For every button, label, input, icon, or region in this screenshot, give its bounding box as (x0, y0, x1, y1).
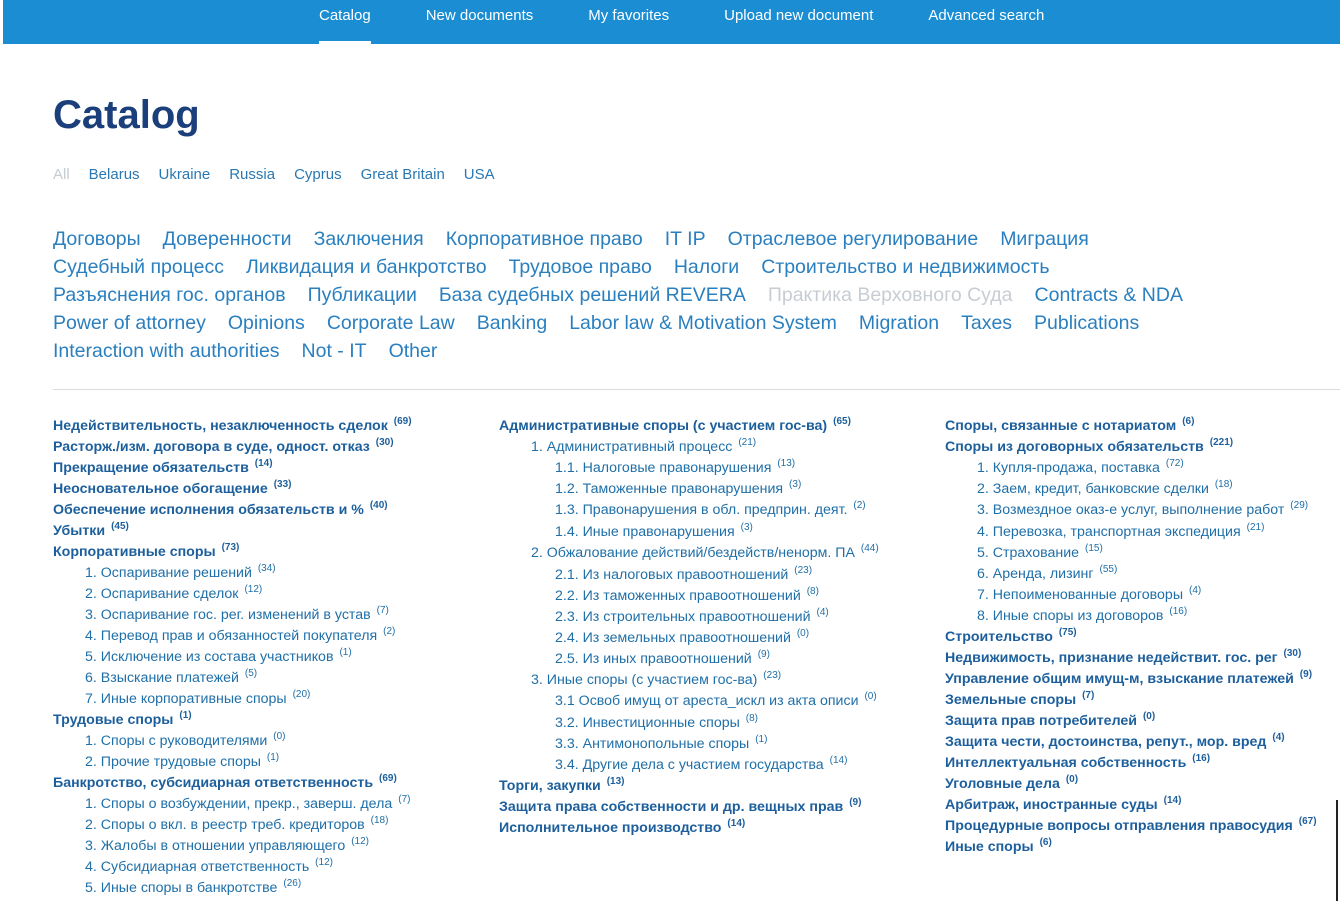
catalog-subsection-link[interactable] (53, 626, 473, 647)
catalog-item-label: 1. Оспаривание решений (85, 565, 252, 581)
catalog-item-count: (12) (244, 584, 263, 595)
catalog-item-label: Прекращение обязательств (53, 460, 249, 476)
catalog-item-label: 3. Оспаривание гос. рег. изменений в устав (85, 607, 371, 623)
catalog-item-count: (21) (1246, 522, 1265, 533)
catalog-subsection-link[interactable] (53, 689, 473, 710)
catalog-item-label: Интеллектуальная собственность (945, 755, 1187, 771)
catalog-subsection-link[interactable] (945, 479, 1340, 500)
catalog-subsection-link[interactable] (945, 543, 1340, 564)
catalog-item-count: (30) (375, 437, 394, 448)
catalog-item-count: (14) (727, 818, 746, 829)
catalog-item-count: (1) (266, 752, 280, 763)
catalog-subsection-link[interactable] (53, 878, 473, 899)
catalog-item-count: (14) (829, 755, 848, 766)
catalog-item-count: (12) (315, 857, 333, 868)
catalog-item-label: Защита права собственности и др. вещных прав (499, 799, 844, 815)
nav-new-documents[interactable]: New documents (425, 7, 534, 24)
catalog-item-count: (3) (740, 522, 753, 533)
catalog-item-count: (40) (369, 500, 388, 511)
catalog-item-count: (1) (755, 734, 768, 745)
category-link[interactable]: Other (388, 340, 438, 362)
catalog-item-count: (55) (1099, 564, 1118, 575)
catalog-section-link[interactable] (945, 627, 1340, 648)
catalog-item-count: (21) (738, 437, 757, 448)
catalog-item-count: (20) (292, 689, 311, 700)
catalog-item-count: (4) (816, 607, 829, 618)
category-link[interactable]: IT IP (664, 228, 706, 250)
catalog-item-count: (26) (283, 878, 302, 889)
nav-advanced-search[interactable]: Advanced search (928, 7, 1045, 24)
divider (53, 389, 1340, 390)
catalog-item-count: (221) (1209, 437, 1234, 448)
catalog-item-label: 6. Аренда, лизинг (977, 566, 1094, 582)
catalog-item-count: (18) (370, 815, 389, 826)
catalog-item-count: (6) (1039, 837, 1052, 848)
catalog-item-label: Споры, связанные с нотариатом (945, 418, 1177, 434)
catalog-subsection-link[interactable] (53, 647, 473, 668)
catalog-item-count: (9) (1299, 669, 1313, 680)
catalog-item-label: Земельные споры (945, 692, 1077, 708)
catalog-item-label: 3.3. Антимонопольные споры (555, 736, 750, 752)
catalog-item-count: (0) (273, 731, 286, 742)
catalog-item-count: (8) (806, 586, 819, 597)
catalog-item-count: (0) (864, 691, 877, 702)
catalog-item-count: (34) (257, 563, 276, 574)
catalog-item-count: (12) (351, 836, 369, 847)
catalog-section-link[interactable] (945, 648, 1340, 669)
category-link[interactable]: Ликвидация и банкротство (246, 256, 487, 278)
catalog-item-count: (5) (244, 668, 258, 679)
catalog-item-count: (3) (789, 479, 802, 490)
catalog-subsection-link[interactable] (499, 734, 899, 755)
catalog-subsection-link[interactable] (499, 691, 899, 713)
catalog-section-link[interactable] (53, 437, 473, 458)
catalog-item-label: Расторж./изм. договора в суде, одност. отказ (53, 439, 370, 455)
catalog-item-count: (69) (393, 416, 412, 427)
catalog-item-count: (8) (745, 713, 759, 724)
catalog-subsection-link[interactable] (945, 522, 1340, 543)
catalog-item-label: 5. Исключение из состава участников (85, 649, 334, 665)
catalog-item-count: (0) (796, 628, 810, 639)
catalog-item-label: Защита чести, достоинства, репут., мор. вред (945, 734, 1267, 750)
catalog-subsection-link[interactable] (499, 543, 899, 565)
catalog-item-label: 3.1 Освоб имущ от ареста_искл из акта описи (555, 693, 859, 709)
catalog-item-label: 4. Перевозка, транспортная экспедиция (977, 524, 1241, 540)
catalog-item-label: 1. Споры о возбуждении, прекр., заверш. дела (85, 796, 393, 812)
catalog-subsection-link[interactable] (53, 836, 473, 857)
category-link[interactable]: Заключения (313, 228, 424, 250)
catalog-item-label: Неосновательное обогащение (53, 481, 268, 497)
catalog-subsection-link[interactable] (499, 713, 899, 734)
category-link[interactable]: Contracts & NDA (1034, 284, 1183, 306)
country-filter-usa[interactable]: USA (463, 166, 495, 183)
catalog-item-count: (75) (1058, 627, 1077, 638)
catalog-item-label: Убытки (53, 523, 106, 539)
catalog-item-count: (33) (273, 479, 292, 490)
catalog-item-count: (23) (794, 565, 813, 576)
catalog-section-link[interactable] (499, 416, 899, 437)
catalog-item-label: Торги, закупки (499, 778, 601, 794)
catalog-section-link[interactable] (945, 669, 1340, 690)
catalog-item-label: Корпоративные споры (53, 544, 216, 560)
catalog-column-3 (945, 416, 1340, 858)
catalog-subsection-link[interactable] (499, 565, 899, 586)
catalog-section-link[interactable] (945, 816, 1340, 837)
catalog-item-label: Иные споры (945, 839, 1034, 855)
catalog-subsection-link[interactable] (499, 607, 899, 628)
catalog-item-label: 3. Иные споры (с участием гос-ва) (531, 672, 758, 688)
catalog-item-count: (23) (763, 670, 782, 681)
catalog-item-count: (7) (376, 605, 389, 616)
catalog-item-count: (72) (1165, 458, 1184, 469)
catalog-item-label: Недействительность, незаключенность сделок (53, 418, 388, 434)
catalog-item-label: Недвижимость, признание недействит. гос. рег (945, 650, 1278, 666)
catalog-item-label: 5. Иные споры в банкротстве (85, 880, 278, 896)
catalog-subsection-link[interactable] (945, 458, 1340, 479)
catalog-item-label: 1.3. Правонарушения в обл. предприн. деят. (555, 502, 848, 518)
category-link[interactable]: Миграция (1000, 228, 1089, 250)
catalog-item-count: (2) (383, 626, 396, 637)
country-filter-belarus[interactable]: Belarus (88, 166, 140, 183)
catalog-item-label: 3. Жалобы в отношении управляющего (85, 838, 346, 854)
catalog-item-count: (14) (1163, 795, 1182, 806)
catalog-item-label: 2.1. Из налоговых правоотношений (555, 567, 789, 583)
catalog-section-link[interactable] (945, 690, 1340, 711)
catalog-item-label: 2. Споры о вкл. в реестр треб. кредиторов (85, 817, 365, 833)
catalog-item-count: (30) (1283, 648, 1302, 659)
catalog-item-label: 2. Обжалование действий/бездейств/ненорм. ПА (531, 545, 855, 561)
catalog-subsection-link[interactable] (499, 437, 899, 458)
catalog-section-link[interactable] (53, 542, 473, 563)
catalog-item-count: (2) (853, 500, 866, 511)
catalog-item-label: 7. Иные корпоративные споры (85, 691, 287, 707)
category-link[interactable]: Labor law & Motivation System (569, 312, 837, 334)
catalog-subsection-link[interactable] (945, 564, 1340, 585)
catalog-item-label: 2.4. Из земельных правоотношений (555, 630, 791, 646)
catalog-item-count: (15) (1085, 543, 1103, 554)
catalog-item-label: 3. Возмездное оказ-е услуг, выполнение работ (977, 502, 1285, 518)
catalog-item-count: (0) (1065, 774, 1079, 785)
catalog-subsection-link[interactable] (53, 752, 473, 773)
category-link[interactable]: Taxes (961, 312, 1013, 334)
catalog-item-label: 6. Взыскание платежей (85, 670, 239, 686)
catalog-subsection-link[interactable] (53, 731, 473, 752)
catalog-item-count: (14) (254, 458, 273, 469)
catalog-subsection-link[interactable] (945, 500, 1340, 522)
catalog-item-label: 2. Прочие трудовые споры (85, 754, 261, 770)
category-link[interactable]: Практика Верховного Суда (767, 284, 1013, 306)
country-filter (53, 166, 514, 183)
category-links (53, 225, 1323, 365)
catalog-section-link[interactable] (53, 458, 473, 479)
catalog-item-count: (65) (833, 416, 851, 427)
category-link[interactable]: Interaction with authorities (53, 340, 280, 362)
catalog-section-link[interactable] (945, 732, 1340, 753)
catalog-item-count: (29) (1290, 500, 1309, 511)
catalog-item-label: 1. Административный процесс (531, 439, 733, 455)
nav-upload-new-document[interactable]: Upload new document (724, 7, 874, 24)
catalog-section-link[interactable] (945, 774, 1340, 795)
top-navigation-bar (3, 0, 1340, 44)
category-link[interactable]: Publications (1034, 312, 1140, 334)
nav-my-favorites[interactable]: My favorites (588, 7, 670, 24)
catalog-item-label: 8. Иные споры из договоров (977, 608, 1164, 624)
catalog-section-link[interactable] (53, 521, 473, 542)
category-link[interactable]: Налоги (673, 256, 740, 278)
catalog-item-label: Трудовые споры (53, 712, 174, 728)
catalog-item-label: 2. Оспаривание сделок (85, 586, 239, 602)
catalog-item-count: (7) (1082, 690, 1095, 701)
category-link[interactable]: Corporate Law (326, 312, 455, 334)
catalog-subsection-link[interactable] (499, 479, 899, 500)
nav-catalog[interactable]: Catalog (319, 0, 371, 44)
category-link[interactable]: Трудовое право (508, 256, 652, 278)
catalog-subsection-link[interactable] (499, 755, 899, 776)
category-link[interactable]: Публикации (307, 284, 417, 306)
country-filter-russia[interactable]: Russia (229, 166, 276, 183)
catalog-item-count: (9) (849, 797, 862, 808)
catalog-subsection-link[interactable] (53, 563, 473, 584)
catalog-section-link[interactable] (53, 710, 473, 731)
catalog-subsection-link[interactable] (499, 522, 899, 543)
catalog-item-count: (44) (860, 543, 879, 554)
catalog-item-count: (45) (111, 521, 129, 532)
category-link[interactable]: Доверенности (162, 228, 292, 250)
catalog-item-label: 1.1. Налоговые правонарушения (555, 460, 772, 476)
catalog-section-link[interactable] (499, 797, 899, 818)
catalog-subsection-link[interactable] (53, 794, 473, 815)
catalog-subsection-link[interactable] (53, 857, 473, 878)
catalog-subsection-link[interactable] (53, 668, 473, 689)
catalog-item-label: 4. Перевод прав и обязанностей покупателя (85, 628, 378, 644)
top-nav (319, 0, 1099, 44)
catalog-item-count: (16) (1169, 606, 1188, 617)
catalog-item-label: 2.3. Из строительных правоотношений (555, 609, 811, 625)
catalog-item-count: (6) (1182, 416, 1195, 427)
catalog-subsection-link[interactable] (53, 815, 473, 836)
catalog-item-label: Защита прав потребителей (945, 713, 1138, 729)
catalog-item-count: (9) (757, 649, 770, 660)
category-link[interactable]: Not - IT (301, 340, 367, 362)
catalog-item-label: 2.5. Из иных правоотношений (555, 651, 752, 667)
catalog-column-1 (53, 416, 473, 899)
catalog-item-count: (67) (1298, 816, 1317, 827)
catalog-item-label: 7. Непоименованные договоры (977, 587, 1184, 603)
catalog-item-count: (1) (179, 710, 192, 721)
country-filter-great-britain[interactable]: Great Britain (360, 166, 445, 183)
catalog-item-label: Арбитраж, иностранные суды (945, 797, 1158, 813)
catalog-item-label: 3.2. Инвестиционные споры (555, 715, 740, 731)
catalog-item-label: Административные споры (с участием гос-ва) (499, 418, 828, 434)
catalog-subsection-link[interactable] (53, 584, 473, 605)
catalog-item-label: 1. Купля-продажа, поставка (977, 460, 1160, 476)
catalog-subsection-link[interactable] (945, 606, 1340, 627)
category-link[interactable]: Строительство и недвижимость (761, 256, 1050, 278)
catalog-item-label: Управление общим имущ-м, взыскание платежей (945, 671, 1294, 687)
catalog-column-2 (499, 416, 899, 839)
catalog-section-link[interactable] (945, 437, 1340, 458)
catalog-item-label: 2.2. Из таможенных правоотношений (555, 588, 801, 604)
catalog-item-count: (13) (606, 776, 625, 787)
catalog-item-label: Строительство (945, 629, 1053, 645)
catalog-item-count: (73) (221, 542, 240, 553)
catalog-item-count: (1) (339, 647, 352, 658)
catalog-item-label: 1. Споры с руководителями (85, 733, 268, 749)
catalog-item-count: (4) (1272, 732, 1285, 743)
catalog-item-label: Исполнительное производство (499, 820, 722, 836)
catalog-subsection-link[interactable] (499, 586, 899, 607)
catalog-item-count: (69) (379, 773, 397, 784)
scrollbar[interactable] (1336, 800, 1338, 901)
catalog-subsection-link[interactable] (499, 628, 899, 649)
catalog-item-count: (13) (777, 458, 796, 469)
catalog-item-label: Процедурные вопросы отправления правосудия (945, 818, 1293, 834)
category-link[interactable]: Migration (858, 312, 940, 334)
page-title: Catalog (53, 93, 200, 137)
catalog-section-link[interactable] (945, 711, 1340, 732)
catalog-section-link[interactable] (499, 776, 899, 797)
catalog-item-count: (0) (1142, 711, 1156, 722)
catalog-item-label: 3.4. Другие дела с участием государства (555, 757, 824, 773)
catalog-item-count: (7) (398, 794, 411, 805)
catalog-subsection-link[interactable] (945, 585, 1340, 606)
catalog-section-link[interactable] (945, 795, 1340, 816)
category-link[interactable]: Opinions (227, 312, 305, 334)
catalog-subsection-link[interactable] (499, 500, 899, 522)
catalog-item-label: Обеспечение исполнения обязательств и % (53, 502, 364, 518)
catalog-section-link[interactable] (945, 416, 1340, 437)
category-link[interactable]: Корпоративное право (445, 228, 643, 250)
catalog-section-link[interactable] (53, 773, 473, 794)
catalog-item-label: 1.4. Иные правонарушения (555, 524, 735, 540)
catalog-subsection-link[interactable] (53, 605, 473, 626)
country-filter-ukraine[interactable]: Ukraine (158, 166, 211, 183)
country-filter-all[interactable]: All (53, 166, 70, 183)
category-link[interactable]: Судебный процесс (53, 256, 224, 278)
catalog-item-label: 1.2. Таможенные правонарушения (555, 481, 784, 497)
catalog-section-link[interactable] (945, 837, 1340, 858)
catalog-item-label: Споры из договорных обязательств (945, 439, 1204, 455)
category-link[interactable]: Разъяснения гос. органов (53, 284, 286, 306)
catalog-item-label: 2. Заем, кредит, банковские сделки (977, 481, 1209, 497)
catalog-section-link[interactable] (499, 818, 899, 839)
catalog-section-link[interactable] (945, 753, 1340, 774)
catalog-subsection-link[interactable] (499, 649, 899, 670)
catalog-item-count: (16) (1192, 753, 1211, 764)
catalog-item-label: 4. Субсидиарная ответственность (85, 859, 310, 875)
country-filter-cyprus[interactable]: Cyprus (294, 166, 342, 183)
catalog-subsection-link[interactable] (499, 458, 899, 479)
category-link[interactable]: Отраслевое регулирование (727, 228, 979, 250)
catalog-subsection-link[interactable] (499, 670, 899, 691)
catalog-section-link[interactable] (53, 416, 473, 437)
catalog-item-label: Уголовные дела (945, 776, 1060, 792)
category-link[interactable]: База судебных решений REVERA (438, 284, 746, 306)
catalog-section-link[interactable] (53, 479, 473, 500)
catalog-item-label: 5. Страхование (977, 545, 1080, 561)
category-link[interactable]: Power of attorney (53, 312, 206, 334)
catalog-item-count: (4) (1188, 585, 1202, 596)
catalog-section-link[interactable] (53, 500, 473, 521)
catalog-item-label: Банкротство, субсидиарная ответственность (53, 775, 374, 791)
category-link[interactable]: Договоры (53, 228, 141, 250)
category-link[interactable]: Banking (476, 312, 548, 334)
catalog-item-count: (18) (1214, 479, 1233, 490)
